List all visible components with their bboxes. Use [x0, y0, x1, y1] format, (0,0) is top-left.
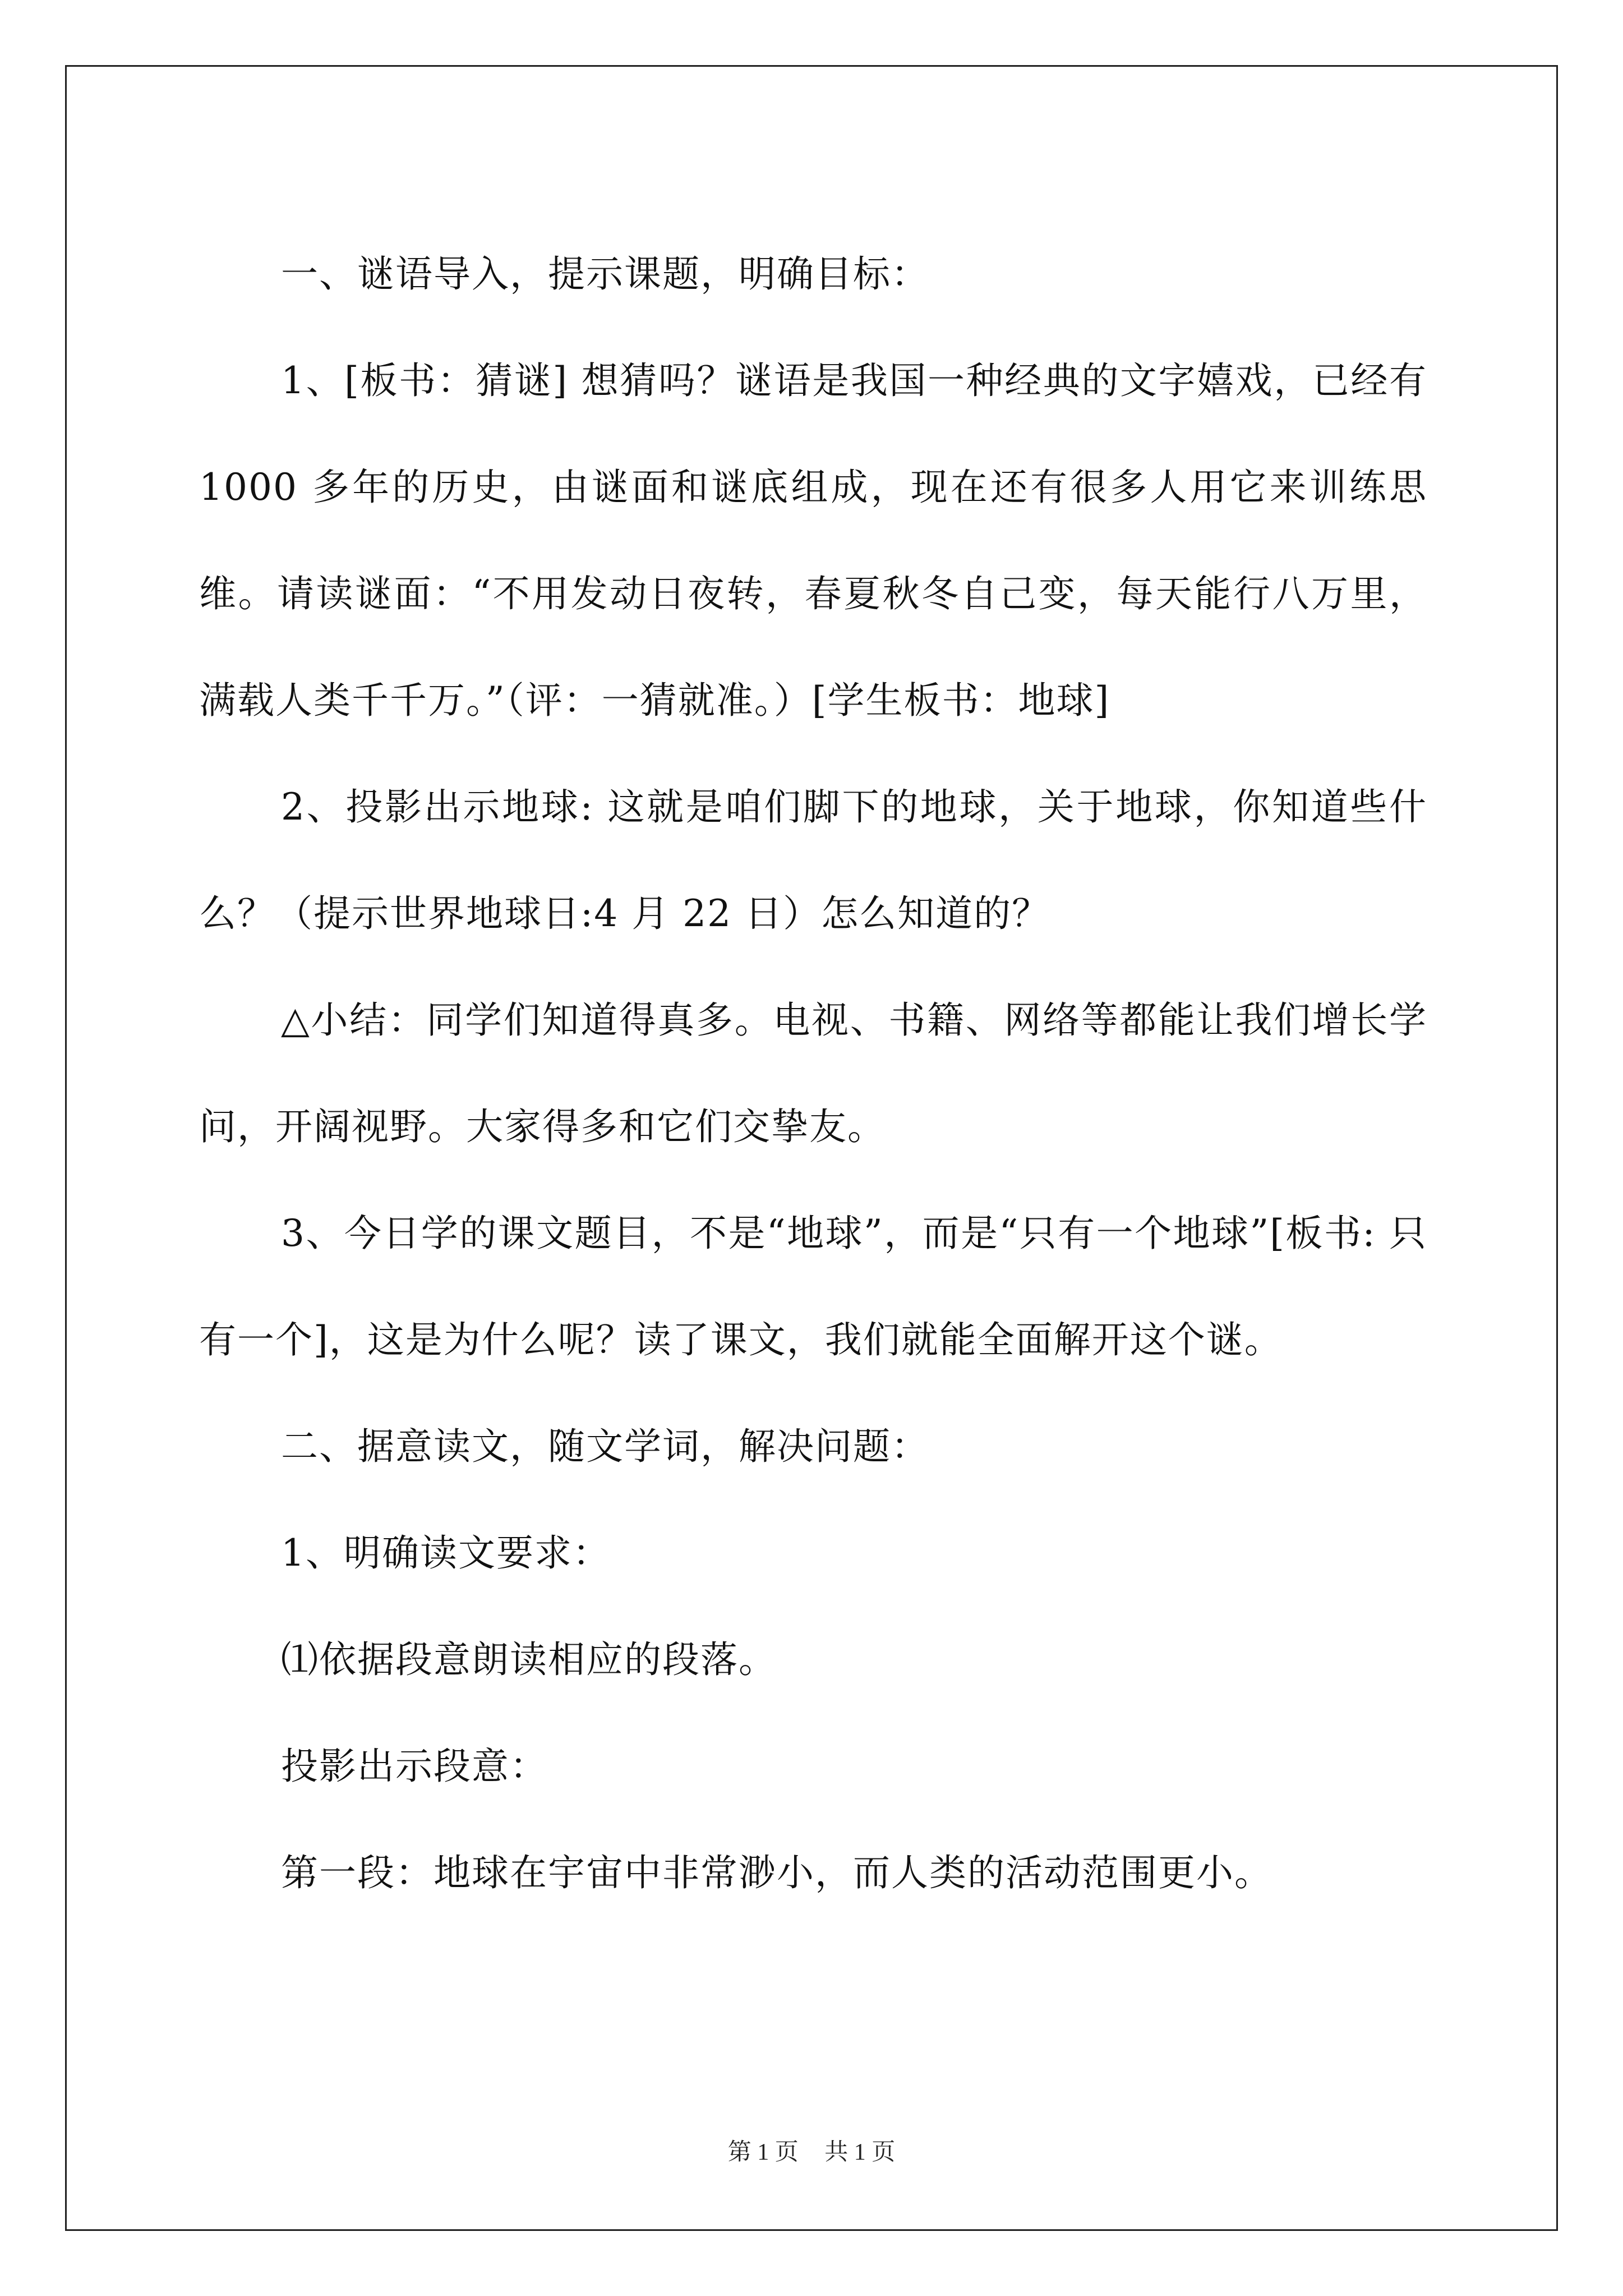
section-heading-1: 一、谜语导入，提示课题，明确目标：	[281, 252, 929, 296]
page-number: 第 1 页	[727, 2139, 799, 2165]
paragraph-requirement-1: ⑴依据段意朗读相应的段落。	[281, 1638, 777, 1681]
paragraph-section-one: 第一段：地球在宇宙中非常渺小，而人类的活动范围更小。	[281, 1851, 1272, 1894]
paragraph-projection-meaning: 投影出示段意：	[281, 1745, 548, 1788]
paragraph-reading-requirements: 1、明确读文要求：	[281, 1531, 611, 1575]
section-heading-2: 二、据意读文，随文学词，解决问题：	[281, 1425, 929, 1468]
paragraph-lesson-title: 3、今日学的课文题目，不是“地球”，而是“只有一个地球”[板书: 只有一个]，这是为什么呢？读了课文，我们就能全面解开这个谜。	[199, 1212, 1427, 1361]
page-total: 共 1 页	[824, 2139, 896, 2165]
document-body	[199, 221, 1427, 1926]
page-footer	[0, 2133, 1623, 2167]
paragraph-riddle: 1、[板书：猜谜] 想猜吗？谜语是我国一种经典的文字嬉戏，已经有 1000 多年的历史，由谜面和谜底组成，现在还有很多人用它来训练思维。请读谜面：“不用发动日夜转，春夏秋冬自己变，每天能行八万里，满载人类千千万。”（评：一猜就准。）[学生板书：地球]	[199, 359, 1427, 722]
paragraph-projection-earth: 2、投影出示地球: 这就是咱们脚下的地球，关于地球，你知道些什么？（提示世界地球日:4 月 22 日）怎么知道的？	[199, 785, 1427, 935]
paragraph-summary: △小结：同学们知道得真多。电视、书籍、网络等都能让我们增长学问，开阔视野。大家得多和它们交挚友。	[199, 999, 1427, 1148]
